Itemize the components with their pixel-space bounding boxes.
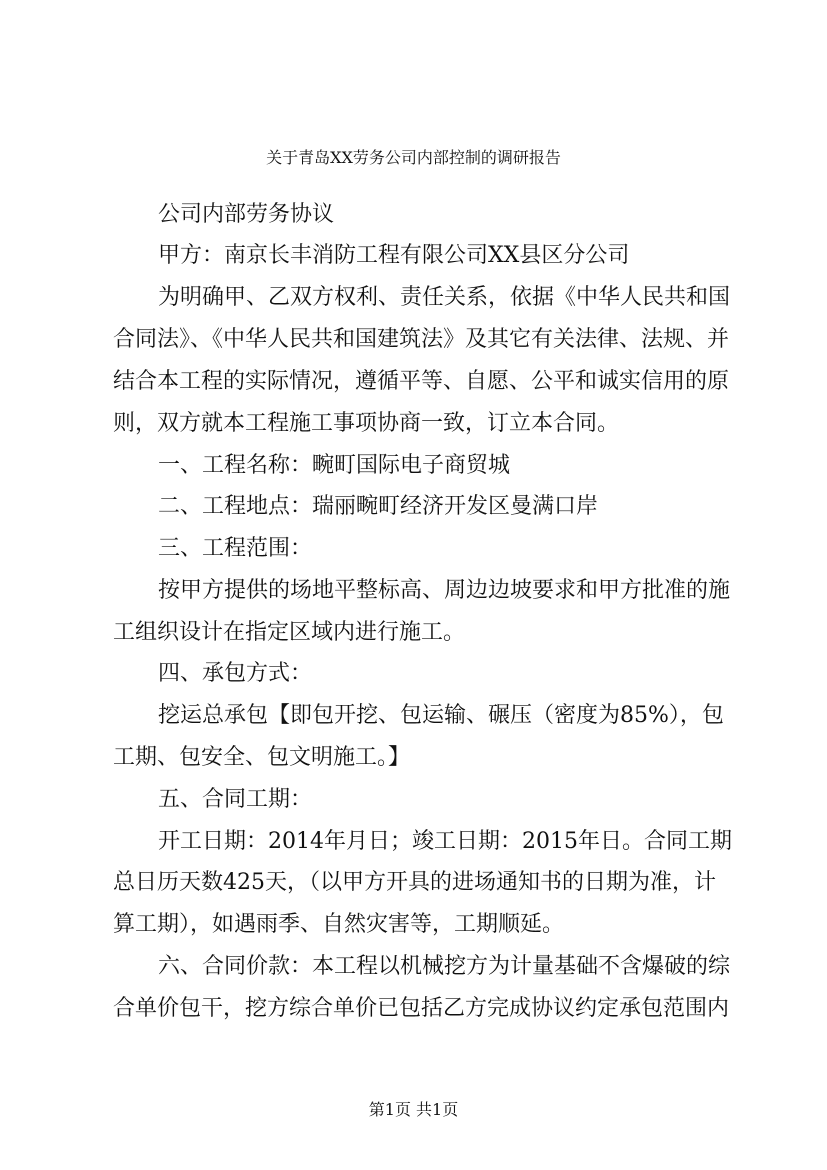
text-line: 甲方：南京长丰消防工程有限公司XX县区分公司 [158,243,630,268]
text-line: 为明确甲、乙双方权利、责任关系，依据《中华人民共和国 [158,285,731,310]
text-line: 公司内部劳务协议 [158,202,335,227]
text-line: 一、工程名称：畹町国际电子商贸城 [158,453,511,478]
page-footer: 第1页 共1页 [368,1100,459,1119]
text-line: 五、合同工期： [158,787,313,812]
text-line: 总日历天数425天，（以甲方开具的进场通知书的日期为准，计 [113,870,716,895]
text-line: 挖运总承包【即包开挖、包运输、碾压（密度为85%），包 [158,703,724,728]
text-line: 三、工程范围： [158,536,313,561]
document-title: 关于青岛XX劳务公司内部控制的调研报告 [266,148,561,167]
text-line: 四、承包方式： [158,661,313,686]
text-line: 则，双方就本工程施工事项协商一致，订立本合同。 [113,411,620,436]
text-line: 结合本工程的实际情况，遵循平等、自愿、公平和诚实信用的原 [113,369,730,394]
text-line: 工期、包安全、包文明施工。】 [113,745,411,770]
text-line: 合同法》、《中华人民共和国建筑法》及其它有关法律、法规、并 [113,327,730,352]
text-line: 二、工程地点：瑞丽畹町经济开发区曼满口岸 [158,494,599,519]
text-line: 开工日期：2014年月日；竣工日期：2015年日。合同工期 [158,829,732,854]
text-line: 合单价包干，挖方综合单价已包括乙方完成协议约定承包范围内 [113,996,730,1021]
text-line: 六、合同价款：本工程以机械挖方为计量基础不含爆破的综 [158,954,731,979]
text-line: 按甲方提供的场地平整标高、周边边坡要求和甲方批准的施 [158,578,731,603]
text-line: 工组织设计在指定区域内进行施工。 [113,620,466,645]
text-line: 算工期），如遇雨季、自然灾害等，工期顺延。 [113,912,565,937]
